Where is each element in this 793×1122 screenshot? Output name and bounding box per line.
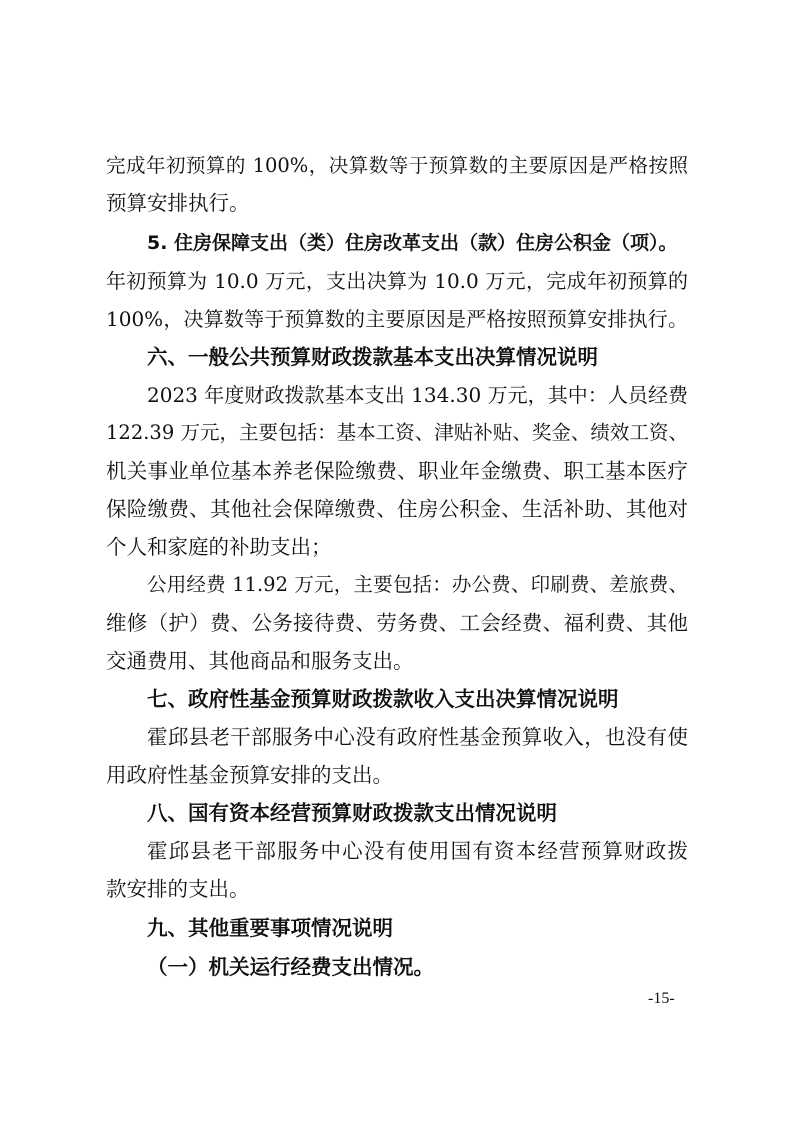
text-line: 维修（护）费、公务接待费、劳务费、工会经费、福利费、其他 <box>106 611 688 635</box>
subsection-heading: （一）机关运行经费支出情况。 <box>147 955 434 979</box>
text-line: 2023 年度财政拨款基本支出 134.30 万元，其中：人员经费 <box>147 383 688 407</box>
section-heading: 七、政府性基金预算财政拨款收入支出决算情况说明 <box>147 687 619 711</box>
text-line: 霍邱县老干部服务中心没有使用国有资本经营预算财政拨 <box>147 839 688 863</box>
text-line: 年初预算为 10.0 万元，支出决算为 10.0 万元，完成年初预算的 <box>106 269 688 293</box>
text-line: 公用经费 11.92 万元，主要包括：办公费、印刷费、差旅费、 <box>147 573 688 596</box>
text-line: 100%，决算数等于预算数的主要原因是严格按照预算安排执行。 <box>106 307 688 331</box>
section-heading: 八、国有资本经营预算财政拨款支出情况说明 <box>147 801 557 825</box>
text-line: 机关事业单位基本养老保险缴费、职业年金缴费、职工基本医疗 <box>106 459 688 483</box>
text-line: 霍邱县老干部服务中心没有政府性基金预算收入，也没有使 <box>147 725 688 749</box>
text-line: 个人和家庭的补助支出； <box>106 535 332 559</box>
text-line: 预算安排执行。 <box>106 191 250 215</box>
section-heading: 六、一般公共预算财政拨款基本支出决算情况说明 <box>147 345 598 369</box>
text-line: 122.39 万元，主要包括：基本工资、津贴补贴、奖金、绩效工资、 <box>106 421 688 444</box>
text-line: 用政府性基金预算安排的支出。 <box>106 763 393 787</box>
text-line: 完成年初预算的 100%，决算数等于预算数的主要原因是严格按照 <box>106 154 688 177</box>
text-line: 保险缴费、其他社会保障缴费、住房公积金、生活补助、其他对 <box>106 497 688 521</box>
section-heading: 5. 住房保障支出（类）住房改革支出（款）住房公积金（项）。 <box>147 232 678 254</box>
text-line: 交通费用、其他商品和服务支出。 <box>106 649 414 673</box>
text-line: 款安排的支出。 <box>106 877 250 901</box>
page-number: -15- <box>648 990 675 1007</box>
section-heading: 九、其他重要事项情况说明 <box>147 916 393 940</box>
